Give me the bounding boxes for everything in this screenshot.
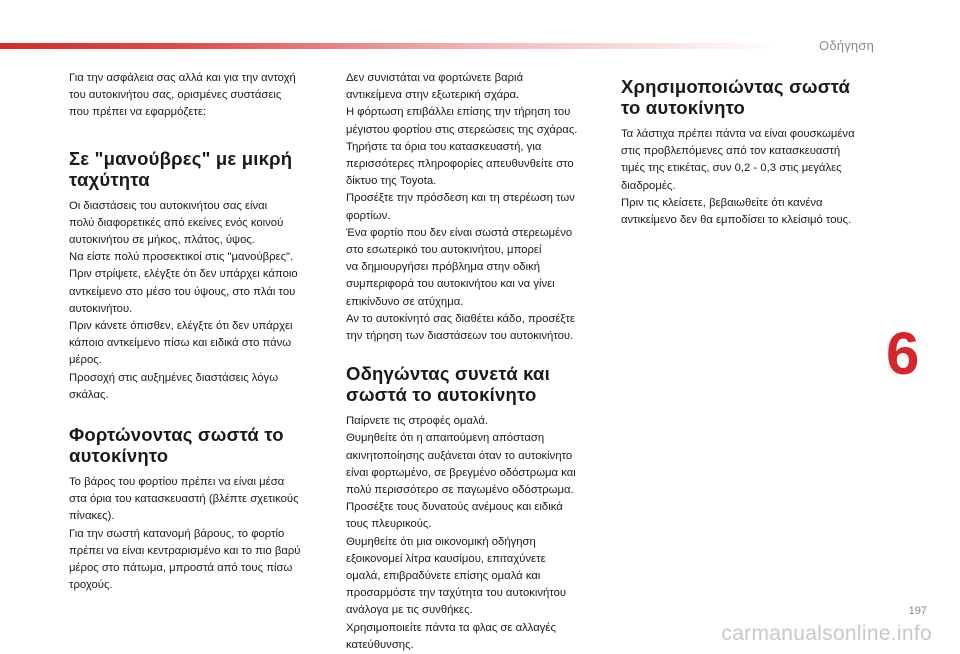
section-header-title: Οδήγηση — [819, 38, 874, 53]
heading-loading-correctly: Φορτώνοντας σωστά το αυτοκίνητο — [69, 424, 284, 467]
watermark-text: carmanualsonline.info — [721, 622, 932, 645]
chapter-number: 6 — [886, 320, 920, 387]
header-accent-bar — [0, 43, 780, 49]
paragraph-loading-correctly: Το βάρος του φορτίου πρέπει να είναι μέσα στα όρια του κατασκευαστή (βλέπτε σχετικούς πίνακες). Για την σωστή κατανομή βάρους, το φορτίο πρέπει να είναι κεντραρισμένο και το πιο βαρύ μέρος στο πάτωμα, μπροστά από τους πίσω τροχούς. — [69, 476, 301, 592]
column-1 — [69, 70, 317, 594]
heading-driving-sensibly: Οδηγώντας συνετά και σωστά το αυτοκίνητο — [346, 363, 550, 406]
heading-using-correctly: Χρησιμοποιώντας σωστά το αυτοκίνητο — [621, 76, 851, 118]
intro-paragraph: Για την ασφάλεια σας αλλά και για την αντοχή του αυτοκινήτου σας, ορισμένες συστάσεις που πρέπει να εφαρμόζετε: — [69, 72, 296, 119]
paragraph-driving-sensibly: Παίρνετε τις στροφές ομαλά. Θυμηθείτε ότι η απαιτούμενη απόσταση ακινητοποίησης αυξάνεται όταν το αυτοκίνητο είναι φορτωμένο, σε βρεγμένο οδόστρωμα και πολύ περισσότερο σε παγωμένο οδόστρωμα. Προσέξτε τους δυνατούς ανέμους και ειδικά τους πλευρικούς. Θυμηθείτε ότι μια οικονομική οδήγηση εξοικονομεί λίτρα καυσίμου, επιταχύνετε ομαλά, επιβραδύνετε επίσης ομαλά και προσαρμόστε την ταχύτητα του αυτοκινήτου ανάλογα με τις συνθήκες. Χρησιμοποιείτε πάντα τα φλας σε αλλαγές κατεύθυνσης. — [346, 415, 576, 651]
paragraph-slow-manoeuvres: Οι διαστάσεις του αυτοκινήτου σας είναι πολύ διαφορετικές από εκείνες ενός κοινού αυτοκινήτου σε μήκος, πλάτος, ύψος. Να είστε πολύ προσεκτικοί στις "μανούβρες". Πριν στρίψετε, ελέγξτε ότι δεν υπάρχει κάποιο αντκείμενο στο μέσο του ύψους, στο πλάι του αυτοκινήτου. Πριν κάνετε όπισθεν, ελέγξτε ότι δεν υπάρχει κάποιο αντκείμενο πίσω και ειδικά στο πάνω μέρος. Προσοχή στις αυξημένες διαστάσεις λόγω σκάλας. — [69, 199, 298, 401]
page-number: 197 — [908, 605, 927, 617]
paragraph-using-correctly: Τα λάστιχα πρέπει πάντα να είναι φουσκωμένα στις προβλεπόμενες από τον κατασκευαστή τιμές της ετικέτας, συν 0,2 - 0,3 στις μεγάλες διαδρομές. Πριν τις κλείσετε, βεβαιωθείτε ότι κανένα αντικείμενο δεν θα εμποδίσει το κλείσιμό τους. — [621, 128, 855, 227]
heading-slow-manoeuvres: Σε "μανούβρες" με μικρή ταχύτητα — [69, 147, 293, 190]
column-2 — [346, 70, 596, 654]
paragraph-roof-load: Δεν συνιστάται να φορτώνετε βαριά αντικείμενα στην εξωτερική σχάρα. Η φόρτωση επιβάλλει επίσης την τήρηση του μέγιστου φορτίου στις στερεώσεις της σχάρας. Τηρήστε τα όρια του κατασκευαστή, για περισσότερες πληροφορίες απευθυνθείτε στο δίκτυο της Toyota. Προσέξτε την πρόσδεση και τη στερέωση των φορτίων. Ένα φορτίο που δεν είναι σωστά στερεωμένο στο εσωτερικό του αυτοκινήτου, μπορεί να δημιουργήσει πρόβλημα στην οδική συμπεριφορά του αυτοκινήτου και να γίνει επικίνδυνο σε ατύχημα. Αν το αυτοκίνητό σας διαθέτει κάδο, προσέξτε την τήρηση των διαστάσεων του αυτοκινήτου. — [346, 72, 578, 343]
column-3 — [621, 76, 876, 229]
